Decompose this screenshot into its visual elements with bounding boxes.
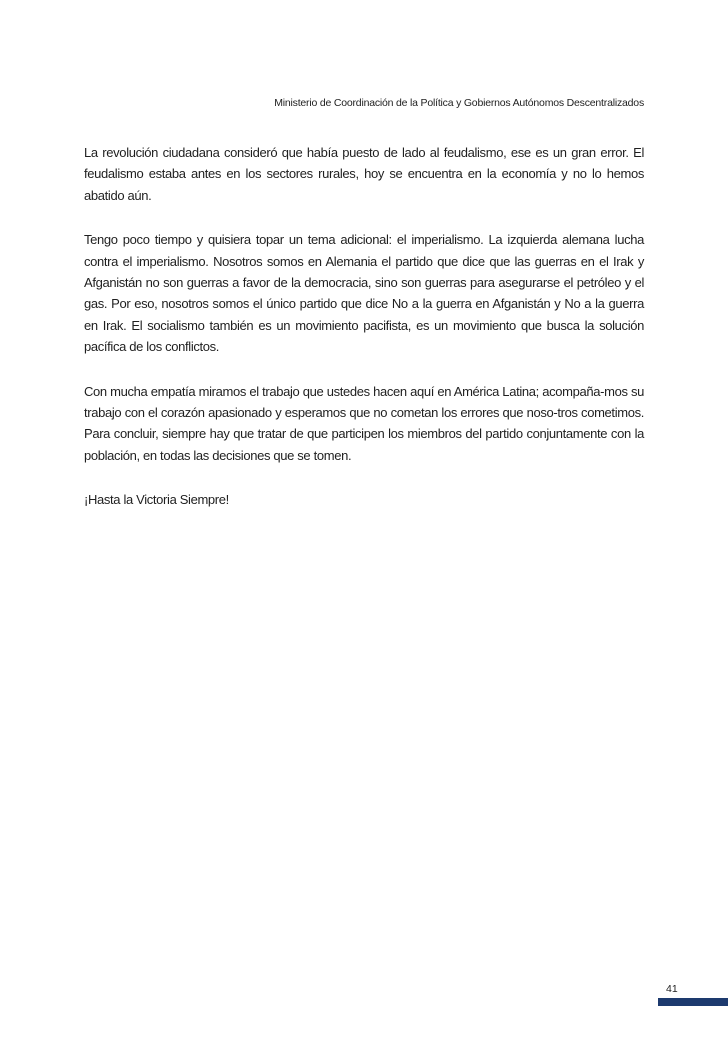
running-header: Ministerio de Coordinación de la Política y Gobiernos Autónomos Descentralizados [274, 97, 644, 109]
page-number: 41 [666, 983, 678, 995]
body-text [84, 142, 644, 534]
paragraph-imperialismo: Tengo poco tiempo y quisiera topar un tema adicional: el imperialismo. La izquierda alemana lucha contra el imperialismo. Nosotros somos en Alemania el partido que dice que las guerras en el Irak y Afganistán no son guerras a favor de la democracia, sino son guerras para asegurarse el petróleo y el gas. Por eso, nosotros somos el único partido que dice No a la guerra en Afganistán y No a la guerra en Irak. El socialismo también es un movimiento pacifista, es un movimiento que busca la solución pacífica de los conflictos. [84, 232, 644, 355]
paragraph-america-latina: Con mucha empatía miramos el trabajo que ustedes hacen aquí en América Latina; acompaña-mos su trabajo con el corazón apasionado y esperamos que no cometan los errores que noso-tros cometimos. Para concluir, siempre hay que tratar de que participen los miembros del partido conjuntamente con la población, en todas las decisiones que se tomen. [84, 383, 644, 463]
footer-accent-bar [658, 998, 728, 1006]
paragraph-feudalismo: La revolución ciudadana consideró que había puesto de lado al feudalismo, ese es un gran error. El feudalismo estaba antes en los sectores rurales, hoy se encuentra en la economía y no lo hemos abatido aún. [84, 145, 644, 203]
paragraph-closing: ¡Hasta la Victoria Siempre! [84, 492, 229, 508]
